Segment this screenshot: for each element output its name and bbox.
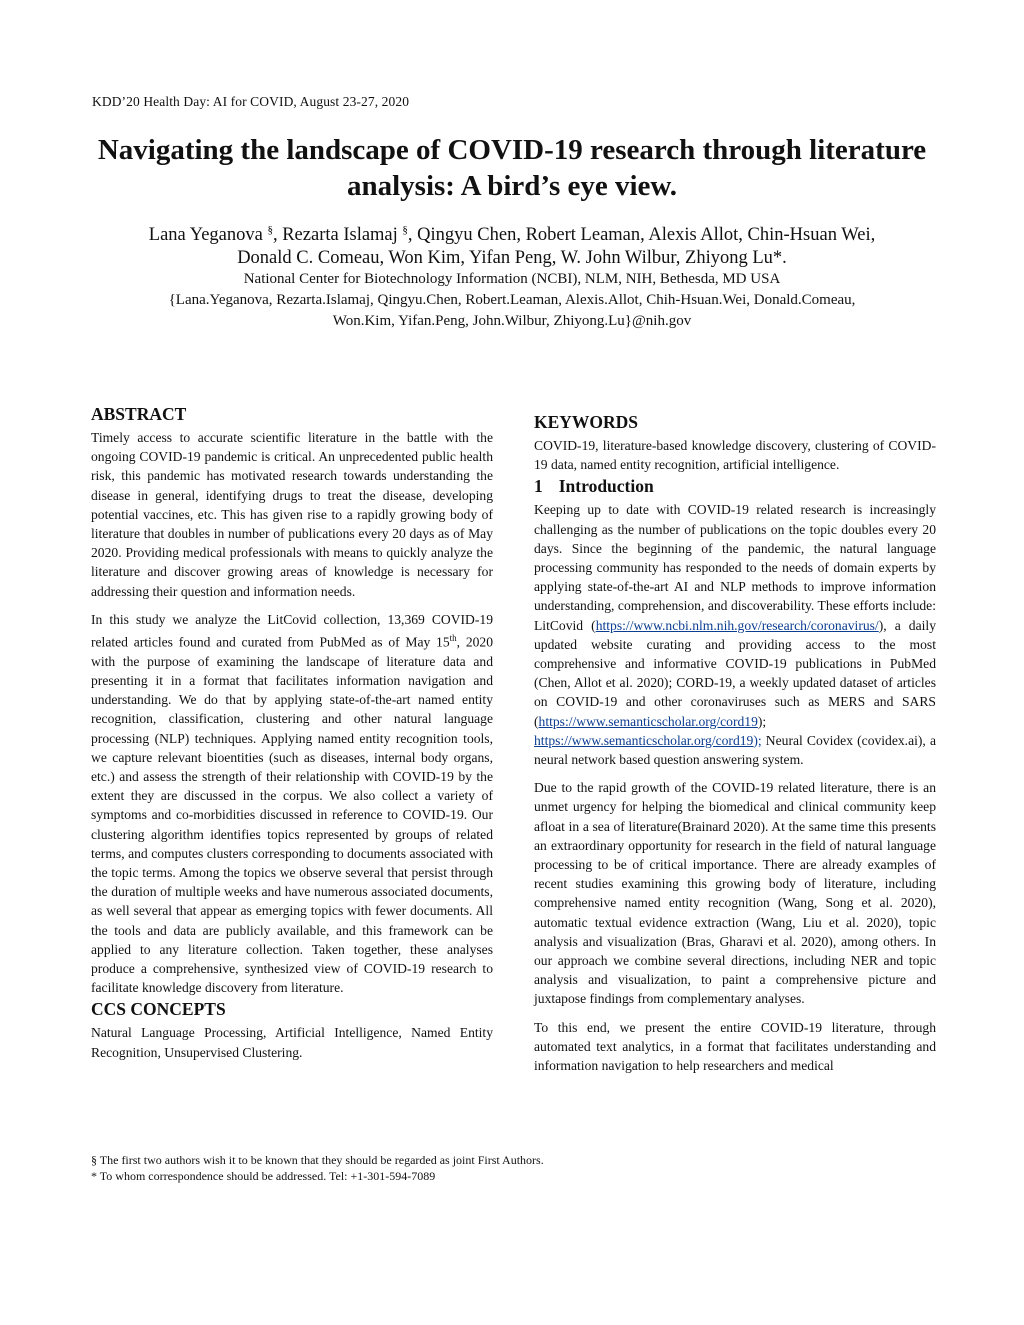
keywords-text: COVID-19, literature-based knowledge discovery, clustering of COVID-19 data, named entity recognition, artificial intelligence. [534,438,936,473]
ccs-heading: CCS CONCEPTS [91,999,226,1020]
running-head: KDD’20 Health Day: AI for COVID, August 23-27, 2020 [92,94,410,109]
section-number: 1 [534,476,543,497]
footnotes [91,1152,544,1184]
cord19-link[interactable]: https://www.semanticscholar.org/cord19 [538,713,758,729]
keywords-heading: KEYWORDS [534,412,639,432]
author-line-2: Donald C. Comeau, Won Kim, Yifan Peng, W. John Wilbur, Zhiyong Lu*. [237,248,787,269]
introduction-heading [534,474,936,498]
footnote-correspondence: * To whom correspondence should be addressed. Tel: +1-301-594-7089 [91,1169,436,1183]
litcovid-link[interactable]: https://www.ncbi.nlm.nih.gov/research/coronavirus/ [595,617,879,633]
footnote-joint-authors: § The first two authors wish it to be known that they should be regarded as joint First Authors. [91,1153,544,1167]
abstract-paragraph-2 [91,610,493,998]
affiliation-block [90,269,934,332]
abstract-p2-start: In this study we analyze the LitCovid collection, 13,369 COVID-19 related articles found and curated from PubMed as of May 15 [91,611,493,650]
abstract-heading: ABSTRACT [91,404,187,424]
right-column [534,410,936,1075]
intro-paragraph-3: To this end, we present the entire COVID-19 literature, through automated text analytics, in a format that facilitates understanding and information navigation to help researchers and medical [534,1019,936,1074]
joint-first-mark-2: § [402,224,408,236]
intro-p1-d: Neural Covidex (covidex.ai), a neural network based question answering system. [534,732,936,768]
section-title: Introduction [558,476,654,497]
cord19-link-2[interactable]: https://www.semanticscholar.org/cord19); [534,732,762,748]
ordinal-suffix: th [449,633,457,644]
affiliation: National Center for Biotechnology Information (NCBI), NLM, NIH, Bethesda, MD USA [243,271,781,287]
author-list [80,219,944,270]
author-line-1-rest: , Qingyu Chen, Robert Leaman, Alexis Allot, Chin-Hsuan Wei, [407,225,876,246]
intro-p1-b: ), a daily updated website curating and providing access to the most comprehensive and informative COVID-19 publications in PubMed (Chen, Allot et al. 2020); CORD-19, a weekly updated dataset of articles on COVID-19 and other coronaviruses such as MERS and SARS ( [534,617,936,729]
paper-title: Navigating the landscape of COVID-19 research through literature analysis: A bird’s eye view. [97,134,927,202]
emails-line-1: {Lana.Yeganova, Rezarta.Islamaj, Qingyu.Chen, Robert.Leaman, Alexis.Allot, Chih-Hsuan.Wei, Donald.Comeau, [168,292,856,308]
intro-p1-a: Keeping up to date with COVID-19 related research is increasingly challenging as the number of publications on the topic doubles every 20 days. Since the beginning of the pandemic, the natural language processing community has responded to the needs of domain experts by applying state-of-the-art AI and NLP methods to improve information understanding, comprehension, and discoverability. These efforts include: LitCovid ( [534,502,936,633]
abstract-p2-end: , 2020 with the purpose of examining the landscape of literature data and presenting it in a format that facilitates information navigation and understanding. We do that by applying state-of-the-art named entity recognition, classification, clustering and other natural language processing (NLP) techniques. Applying named entity recognition tools, we capture relevant bioentities (such as diseases, internal body organs, etc.) and assess the strength of their relationship with COVID-19 by the extent they are discussed in the corpus. We also collect a variety of symptoms and co-morbidities discussed in reference to COVID-19. Our clustering algorithm identifies topics represented by groups of related terms, and computes clusters corresponding to documents associated with the topic terms. Among the topics we observe several that persist through the duration of multiple weeks and have numerous associated documents, as well several that appear as emerging topics with fewer documents. All the tools and data are publicly available, and this framework can be applied to any literature collection. Taken together, these analyses produce a comprehensive, synthesized view of COVID-19 research to facilitate knowledge discovery from literature. [91,634,493,996]
joint-first-mark-1: § [267,224,273,236]
author-2: Rezarta Islamaj [282,225,398,246]
abstract-paragraph-1: Timely access to accurate scientific literature in the battle with the ongoing COVID-19 pandemic is critical. An unprecedented public health risk, this pandemic has motivated research towards understanding the disease in general, identifying drugs to treat the disease, developing potential vaccines, etc. This has given rise to a rapidly growing body of literature that doubles in number of publications every 20 days as of May 2020. Providing medical professionals with means to quickly analyze the literature and discover growing areas of knowledge is necessary for addressing their question and information needs. [91,430,493,599]
author-separator: , [272,225,283,246]
author-1: Lana Yeganova [148,225,263,246]
left-column [91,402,493,1062]
author-line-1 [80,219,944,247]
intro-paragraph-2: Due to the rapid growth of the COVID-19 related literature, there is an unmet urgency for helping the biomedical and clinical community keep afloat in a sea of literature(Brainard 2020). At the same time this presents an extraordinary opportunity for research in the field of natural language processing to be of critical importance. There are already examples of recent studies examining this growing body of literature, including comprehensive named entity recognition (Wang, Song et al. 2020), automatic textual evidence extraction (Wang, Liu et al. 2020), topic analysis and visualization (Bras, Gharavi et al. 2020), among others. In our approach we combine several directions, including NER and topic analysis and visualization, to paint a comprehensive picture and juxtapose findings from complementary analyses. [534,780,936,1007]
intro-paragraph-1 [534,500,936,769]
ccs-text: Natural Language Processing, Artificial Intelligence, Named Entity Recognition, Unsupervised Clustering. [91,1025,493,1060]
emails-line-2: Won.Kim, Yifan.Peng, John.Wilbur, Zhiyong.Lu}@nih.gov [332,313,692,329]
intro-p1-c: ); [757,713,767,729]
